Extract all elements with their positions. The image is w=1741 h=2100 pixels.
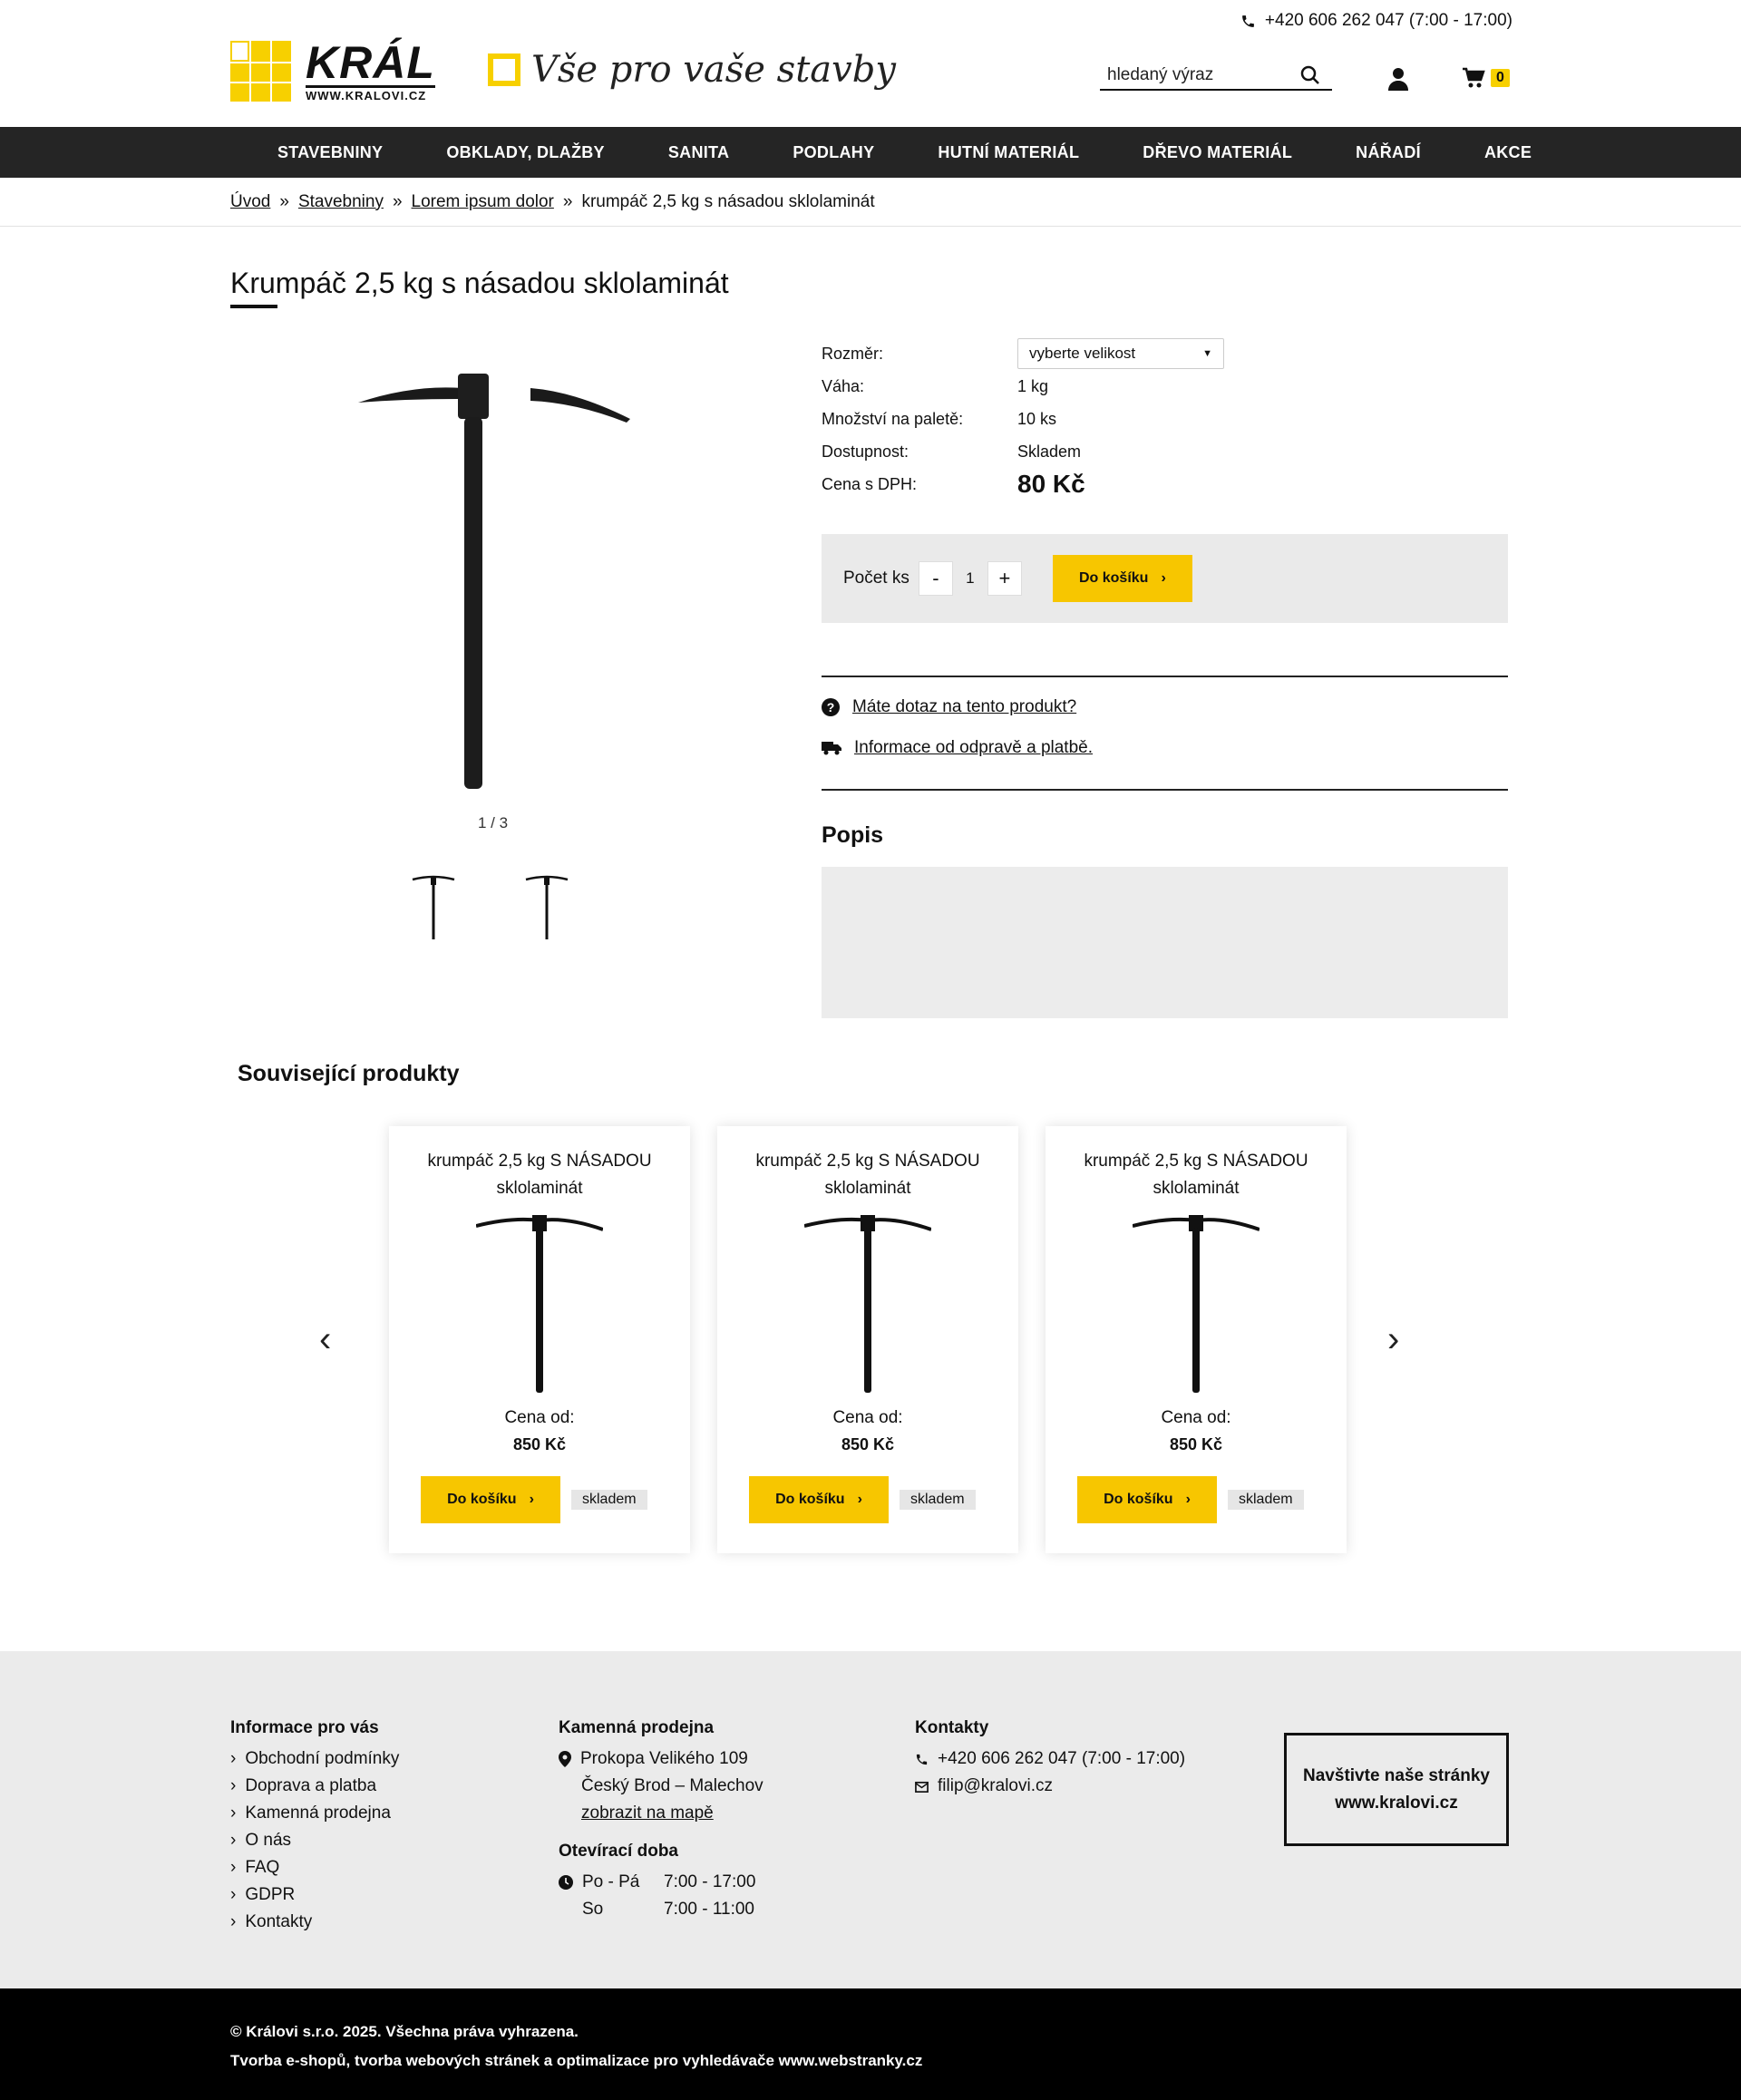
footer-phone-text: +420 606 262 047 (7:00 - 17:00)	[938, 1749, 1186, 1768]
search-input[interactable]	[1100, 65, 1299, 85]
stock-badge: skladem	[900, 1490, 976, 1510]
search-icon[interactable]	[1299, 64, 1321, 86]
footer-store-column	[559, 1715, 764, 1923]
slogan-square-icon	[488, 53, 520, 86]
chevron-right-icon: ›	[1185, 1492, 1191, 1507]
product-properties	[822, 337, 1511, 501]
title-underline	[230, 305, 277, 308]
map-link[interactable]: zobrazit na mapě	[581, 1803, 714, 1823]
carousel-next-icon[interactable]: ›	[1387, 1319, 1400, 1359]
card-cart-label: Do košíku	[447, 1492, 517, 1507]
footer-phone[interactable]	[915, 1745, 1185, 1773]
chevron-right-icon: ›	[230, 1831, 237, 1850]
phone-icon	[915, 1753, 929, 1766]
breadcrumb-stavebniny[interactable]: Stavebniny	[297, 191, 384, 211]
footer-link-label: Kontakty	[245, 1912, 313, 1931]
nav-naradi[interactable]: NÁŘADÍ	[1356, 142, 1421, 161]
chevron-right-icon: ›	[230, 1749, 237, 1768]
breadcrumb-lorem[interactable]: Lorem ipsum dolor	[411, 191, 554, 211]
question-link[interactable]: Máte dotaz na tento produkt?	[852, 697, 1077, 716]
card-image	[476, 1213, 603, 1395]
chevron-right-icon: ›	[230, 1803, 237, 1823]
chevron-right-icon: ›	[230, 1912, 237, 1931]
page-title: Krumpáč 2,5 kg s násadou sklolaminát	[230, 267, 729, 299]
card-cart-label: Do košíku	[1104, 1492, 1173, 1507]
nav-sanita[interactable]: SANITA	[667, 142, 730, 161]
pallet-value: 10 ks	[1017, 409, 1057, 428]
footer-info-title: Informace pro vás	[230, 1718, 379, 1737]
quantity-label: Počet ks	[843, 569, 909, 588]
visit-line: Navštivte naše stránky	[1303, 1765, 1490, 1785]
footer-link[interactable]	[230, 1909, 399, 1936]
phone-text: +420 606 262 047 (7:00 - 17:00)	[1264, 11, 1512, 30]
nav-hutni-material[interactable]: HUTNÍ MATERIÁL	[938, 142, 1080, 161]
hours-days: So	[582, 1900, 604, 1919]
header-phone[interactable]	[1240, 11, 1512, 31]
availability-label: Dostupnost:	[822, 442, 909, 461]
user-icon[interactable]	[1387, 67, 1409, 91]
address-line: Český Brod – Malechov	[581, 1776, 764, 1795]
breadcrumb-current: krumpáč 2,5 kg s násadou sklolaminát	[581, 191, 875, 211]
footer-link-label: GDPR	[245, 1885, 296, 1904]
card-price-label: Cena od:	[1161, 1408, 1231, 1427]
carousel-prev-icon[interactable]: ‹	[319, 1319, 332, 1359]
logo-url: WWW.KRALOVI.CZ	[306, 85, 435, 102]
quantity-input[interactable]: 1	[966, 569, 975, 587]
shipping-link[interactable]: Informace od odpravě a platbě.	[854, 738, 1094, 757]
price-value: 80 Kč	[1017, 470, 1085, 498]
product-card[interactable]	[389, 1126, 690, 1553]
svg-text:?: ?	[826, 700, 835, 715]
stock-badge: skladem	[571, 1490, 647, 1510]
size-select[interactable]	[1017, 338, 1224, 369]
weight-value: 1 kg	[1017, 376, 1049, 395]
visit-url: www.kralovi.cz	[1335, 1793, 1458, 1813]
product-thumbnail[interactable]	[524, 872, 569, 941]
footer-email-text: filip@kralovi.cz	[938, 1776, 1053, 1795]
copyright: © Královi s.r.o. 2025. Všechna práva vyhrazena.	[230, 2023, 579, 2040]
footer-contacts-title: Kontakty	[915, 1718, 989, 1737]
logo[interactable]	[230, 37, 435, 102]
description-title: Popis	[822, 822, 884, 848]
description-box	[822, 867, 1508, 1018]
slogan	[488, 49, 896, 91]
weight-label: Váha:	[822, 376, 865, 395]
product-card[interactable]	[1046, 1126, 1347, 1553]
footer-link[interactable]	[230, 1745, 399, 1773]
cart-count-badge: 0	[1491, 69, 1510, 87]
card-cart-label: Do košíku	[775, 1492, 845, 1507]
footer-link-label: FAQ	[245, 1858, 280, 1877]
product-image[interactable]	[358, 363, 630, 798]
footer	[0, 1651, 1741, 1988]
card-cart-button[interactable]	[421, 1476, 560, 1523]
breadcrumb-sep: »	[392, 191, 403, 211]
hours-time: 7:00 - 17:00	[664, 1872, 756, 1891]
footer-link-label: Obchodní podmínky	[245, 1749, 400, 1768]
availability-value: Skladem	[1017, 442, 1082, 461]
logo-text: KRÁL	[306, 37, 435, 88]
chevron-right-icon: ›	[230, 1858, 237, 1877]
image-counter: 1 / 3	[478, 814, 509, 831]
cart-button[interactable]	[1462, 67, 1510, 89]
chevron-right-icon: ›	[1161, 570, 1166, 586]
breadcrumb-sep: »	[562, 191, 573, 211]
divider	[822, 789, 1508, 791]
footer-contacts-column	[915, 1715, 1185, 1800]
card-title: krumpáč 2,5 kg S NÁSADOU sklolaminát	[427, 1152, 652, 1198]
nav-drevo-material[interactable]: DŘEVO MATERIÁL	[1143, 142, 1293, 161]
map-pin-icon	[559, 1751, 571, 1767]
main-nav	[0, 127, 1741, 178]
pallet-label: Množství na paletě:	[822, 409, 964, 428]
cart-icon	[1462, 67, 1485, 89]
credits: Tvorba e-shopů, tvorba webových stránek a optimalizace pro vyhledávače www.webstranky.cz	[230, 2052, 923, 2069]
chevron-right-icon: ›	[529, 1492, 534, 1507]
footer-link-label: O nás	[245, 1831, 292, 1850]
card-price-label: Cena od:	[504, 1408, 575, 1427]
buy-box	[822, 534, 1508, 623]
nav-akce[interactable]: AKCE	[1483, 142, 1532, 161]
size-select-value: vyberte velikost	[1029, 345, 1136, 362]
card-price: 850 Kč	[512, 1435, 567, 1453]
mail-icon	[915, 1780, 929, 1794]
stock-badge: skladem	[1228, 1490, 1304, 1510]
phone-icon	[1240, 14, 1256, 29]
chevron-right-icon: ›	[857, 1492, 862, 1507]
clock-icon	[559, 1875, 573, 1890]
card-price: 850 Kč	[1169, 1435, 1223, 1453]
add-to-cart-label: Do košíku	[1078, 570, 1149, 586]
card-cart-button[interactable]	[749, 1476, 889, 1523]
nav-podlahy[interactable]: PODLAHY	[793, 142, 875, 161]
hours-days: Po - Pá	[582, 1872, 640, 1891]
footer-store-title: Kamenná prodejna	[559, 1718, 715, 1737]
chevron-down-icon: ▼	[1202, 348, 1212, 359]
card-image	[804, 1213, 931, 1395]
truck-icon	[822, 740, 841, 756]
divider	[822, 676, 1508, 677]
question-row	[822, 697, 1076, 717]
footer-link[interactable]	[230, 1827, 399, 1854]
add-to-cart-button[interactable]	[1053, 555, 1192, 602]
quantity-minus-button[interactable]: -	[919, 561, 953, 596]
card-price-label: Cena od:	[832, 1408, 903, 1427]
related-title: Související produkty	[238, 1061, 460, 1086]
hours-title: Otevírací doba	[559, 1842, 678, 1861]
nav-stavebniny[interactable]: STAVEBNINY	[277, 142, 384, 161]
address-line: Prokopa Velikého 109	[580, 1749, 748, 1768]
footer-link[interactable]	[230, 1800, 399, 1827]
breadcrumb-uvod[interactable]: Úvod	[230, 191, 271, 211]
card-image	[1133, 1213, 1260, 1395]
footer-link[interactable]	[230, 1881, 399, 1909]
footer-email[interactable]	[915, 1773, 1185, 1800]
card-price: 850 Kč	[841, 1435, 895, 1453]
visit-website-box[interactable]	[1284, 1733, 1509, 1846]
footer-link-label: Doprava a platba	[245, 1776, 377, 1795]
quantity-plus-button[interactable]: +	[987, 561, 1022, 596]
product-thumbnail[interactable]	[411, 872, 456, 941]
bottom-bar	[0, 1988, 1741, 2100]
chevron-right-icon: ›	[230, 1885, 237, 1904]
card-cart-button[interactable]	[1077, 1476, 1217, 1523]
size-label: Rozměr:	[822, 344, 884, 363]
footer-link[interactable]	[230, 1773, 399, 1800]
price-label: Cena s DPH:	[822, 474, 918, 493]
footer-info-column	[230, 1715, 399, 1936]
nav-obklady[interactable]: OBKLADY, DLAŽBY	[446, 142, 605, 161]
hours-time: 7:00 - 11:00	[664, 1900, 755, 1919]
logo-mark	[230, 41, 291, 102]
search-box	[1100, 62, 1332, 91]
footer-link[interactable]	[230, 1854, 399, 1881]
breadcrumb	[0, 178, 1741, 227]
card-title: krumpáč 2,5 kg S NÁSADOU sklolaminát	[755, 1152, 980, 1198]
product-card[interactable]	[717, 1126, 1018, 1553]
slogan-text: Vše pro vaše stavby	[531, 49, 896, 91]
footer-link-label: Kamenná prodejna	[245, 1803, 391, 1823]
header	[0, 0, 1741, 127]
card-title: krumpáč 2,5 kg S NÁSADOU sklolaminát	[1084, 1152, 1308, 1198]
shipping-row	[822, 738, 1093, 758]
chevron-right-icon: ›	[230, 1776, 237, 1795]
question-icon	[822, 698, 840, 716]
breadcrumb-sep: »	[279, 191, 289, 211]
